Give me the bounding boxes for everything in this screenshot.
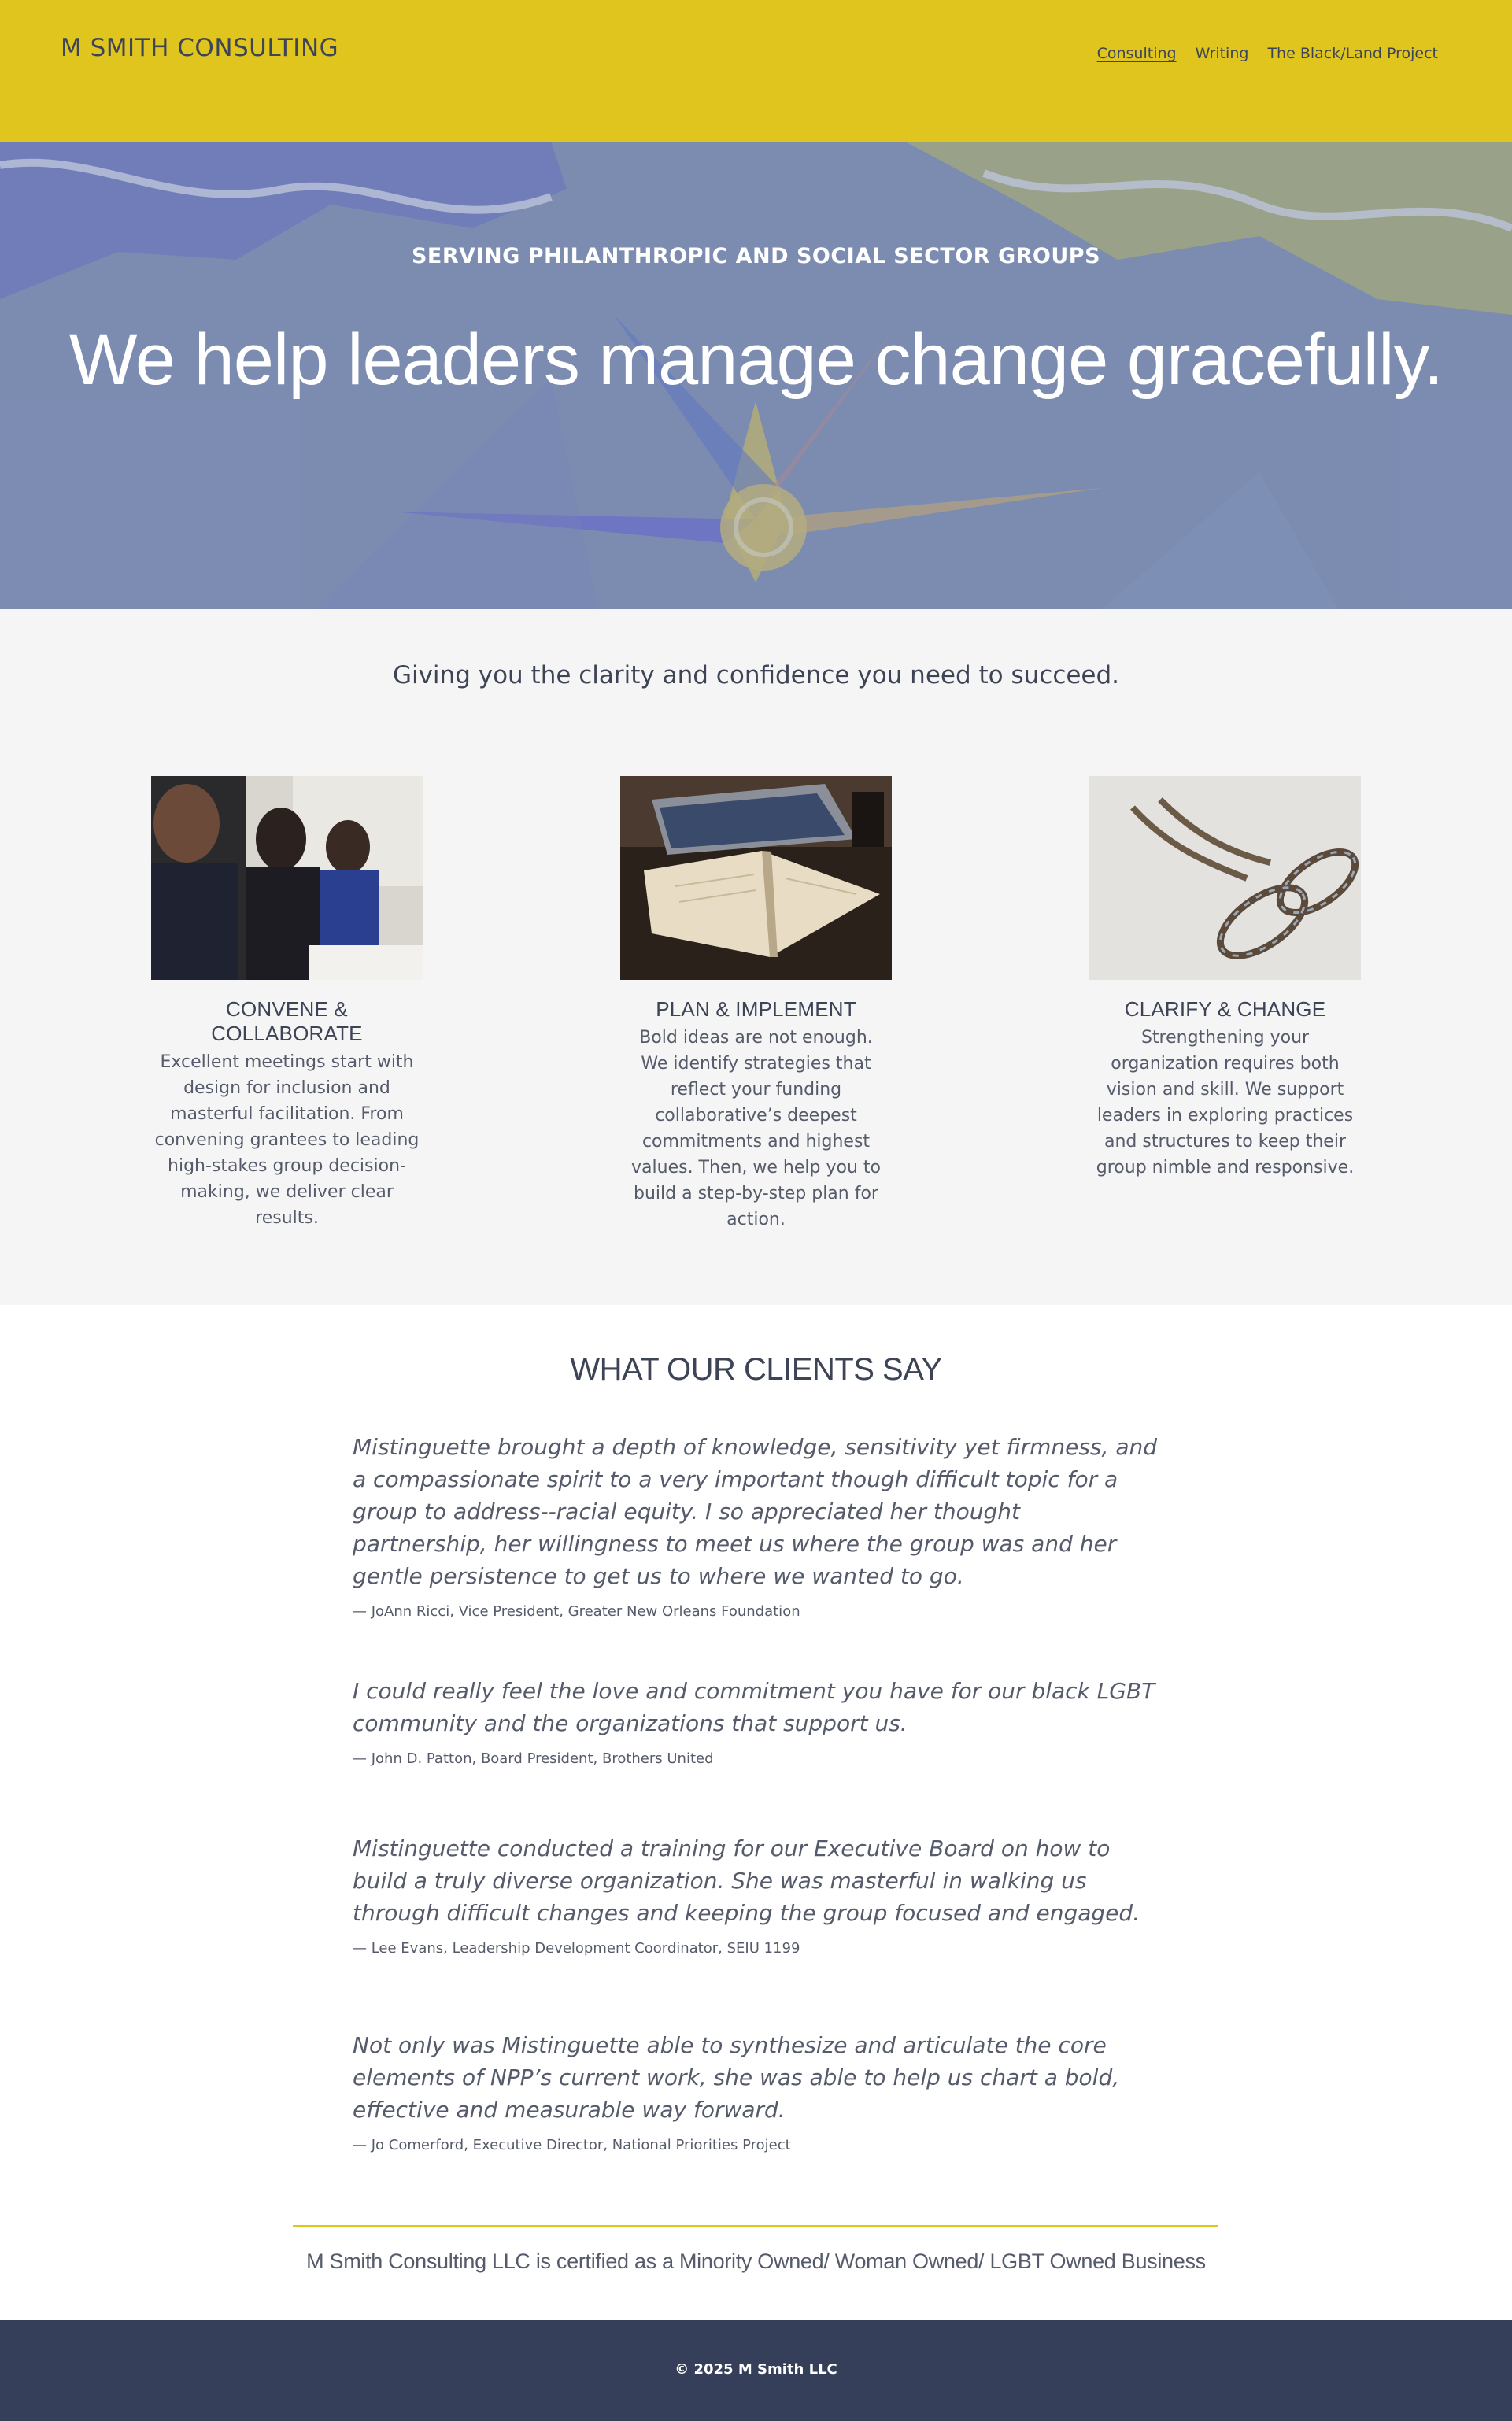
service-image-notebook — [620, 776, 892, 980]
service-card-clarify — [1089, 776, 1361, 1181]
service-text-plan: Bold ideas are not enough. We identify strategies that reflect your funding collaborative’s deepest commitments and highest values. Then, we help you to build a step-by-step plan for action. — [631, 1028, 881, 1229]
testimonials-heading: WHAT OUR CLIENTS SAY — [570, 1352, 942, 1387]
services-section — [0, 609, 1512, 1305]
site-brand-link[interactable]: M SMITH CONSULTING — [61, 34, 339, 62]
hero-title: We help leaders manage change gracefully. — [68, 320, 1444, 400]
service-title-convene: CONVENE & COLLABORATE — [211, 997, 363, 1045]
site-footer — [0, 2320, 1512, 2421]
testimonial-author: — JoAnn Ricci, Vice President, Greater New Orleans Foundation — [353, 1603, 800, 1620]
testimonial-quote: Not only was Mistinguette able to synthesize and articulate the core elements of NPP’s current work, she was able to help us chart a bold, effective and measurable way forward. — [353, 2032, 1120, 2123]
testimonial-3 — [353, 1832, 1159, 1957]
testimonial-1 — [353, 1431, 1159, 1620]
testimonial-4 — [353, 2029, 1159, 2153]
certification-note: M Smith Consulting LLC is certified as a Minority Owned/ Woman Owned/ LGBT Owned Business — [306, 2249, 1206, 2273]
service-card-plan — [620, 776, 892, 1233]
service-title-plan: PLAN & IMPLEMENT — [656, 997, 856, 1021]
hero-eyebrow: SERVING PHILANTHROPIC AND SOCIAL SECTOR GROUPS — [411, 244, 1101, 268]
services-intro: Giving you the clarity and confidence you need to succeed. — [392, 661, 1120, 689]
footer-copyright: © 2025 M Smith LLC — [675, 2361, 837, 2378]
nav-link-consulting[interactable]: Consulting — [1096, 45, 1177, 62]
service-text-clarify: Strengthening your organization requires both vision and skill. We support leaders in exploring practices and structures to keep their group nimble and responsive. — [1096, 1028, 1355, 1177]
service-card-convene — [151, 776, 423, 1231]
hero-banner — [0, 142, 1512, 609]
divider-rule — [293, 2225, 1218, 2227]
testimonial-quote: Mistinguette conducted a training for our Executive Board on how to build a truly diverse organization. She was masterful in walking us through difficult changes and keeping the group focused and engaged. — [353, 1835, 1140, 1926]
service-image-meeting — [151, 776, 423, 980]
site-header — [0, 0, 1512, 142]
testimonial-quote: Mistinguette brought a depth of knowledge, sensitivity yet firmness, and a compassionate spirit to a very important though difficult topic for a group to address--racial equity. I so appreciated her thought partnership, her willingness to meet us where the group was and her gentle persistence to get us to where we wanted to go. — [353, 1434, 1157, 1589]
testimonial-author: — Lee Evans, Leadership Development Coordinator, SEIU 1199 — [353, 1940, 800, 1957]
main-nav — [1097, 45, 1438, 62]
service-text-convene: Excellent meetings start with design for inclusion and masterful facilitation. From convening grantees to leading high-stakes group decision-making, we deliver clear results. — [154, 1052, 420, 1228]
testimonial-author: — Jo Comerford, Executive Director, National Priorities Project — [353, 2137, 791, 2153]
service-image-eyeglasses — [1089, 776, 1361, 980]
testimonial-2 — [353, 1675, 1159, 1767]
testimonials-section — [0, 1305, 1512, 2320]
nav-link-writing[interactable]: Writing — [1195, 45, 1249, 62]
testimonial-quote: I could really feel the love and commitment you have for our black LGBT community and the organizations that support us. — [353, 1678, 1155, 1736]
service-title-clarify: CLARIFY & CHANGE — [1124, 997, 1326, 1021]
testimonial-author: — John D. Patton, Board President, Brothers United — [353, 1750, 714, 1767]
nav-link-black-land-project[interactable]: The Black/Land Project — [1267, 45, 1438, 62]
